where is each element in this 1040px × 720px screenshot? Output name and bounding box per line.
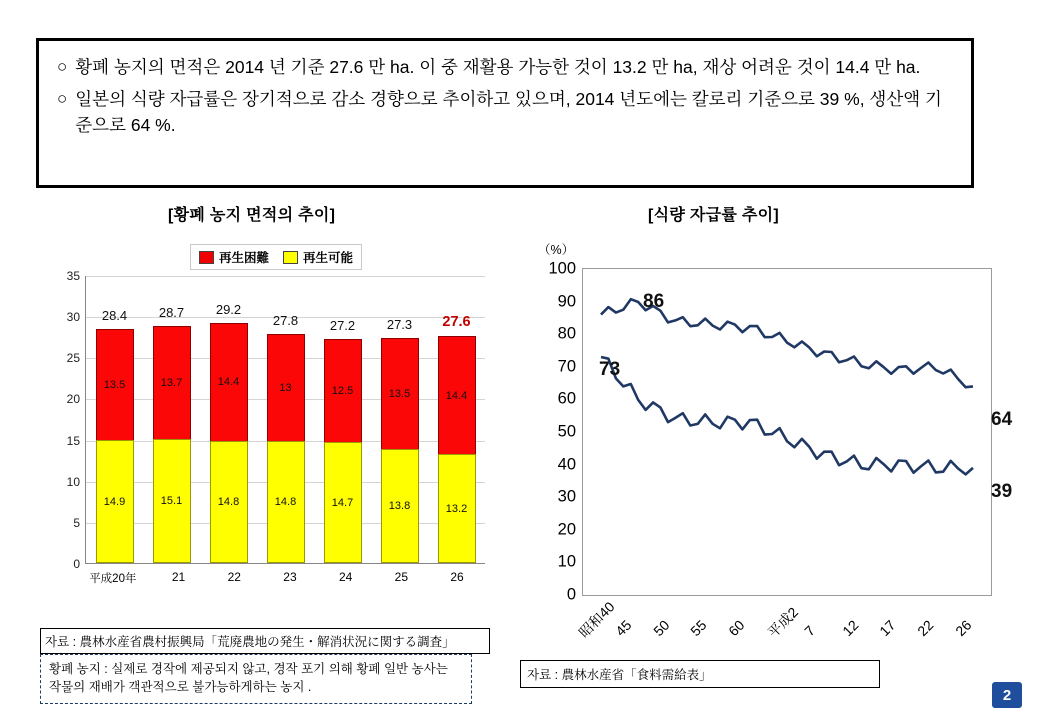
bar-segment-red[interactable]	[381, 338, 419, 449]
bar-segment-yellow-label: 13.8	[388, 500, 411, 513]
right-x-tick: 60	[725, 616, 748, 640]
bar-segment-yellow[interactable]	[96, 440, 134, 563]
right-point-label: 39	[991, 481, 1013, 502]
right-y-tick: 80	[557, 324, 576, 343]
bullet-marker-icon: ○	[57, 88, 68, 108]
right-y-tick: 10	[557, 552, 576, 571]
right-chart-source: 자료 : 農林水産省「食料需給表」	[520, 660, 880, 688]
right-y-tick: 60	[557, 389, 576, 408]
left-y-tick: 30	[66, 310, 80, 325]
bar-segment-yellow-label: 14.8	[217, 496, 240, 509]
right-x-tick: 55	[687, 616, 710, 640]
bar-total-label: 27.2	[329, 318, 356, 334]
bar-group[interactable]	[438, 276, 476, 563]
left-chart	[40, 240, 500, 600]
line-series-2	[601, 357, 973, 474]
bar-group[interactable]	[267, 276, 305, 563]
left-chart-source: 자료 : 農林水産省農村振興局「荒廃農地の発生・解消状況に関する調査」	[40, 628, 490, 654]
left-x-tick: 23	[283, 570, 297, 584]
legend-swatch-icon-red	[199, 251, 214, 264]
left-chart-note: 황폐 농지 : 실제로 경작에 제공되지 않고, 경작 포기 의해 황폐 일반 농사는 작물의 재배가 객관적으로 불가능하게하는 농지 .	[40, 654, 472, 704]
bar-segment-yellow-label: 13.2	[445, 502, 468, 515]
right-x-tick: 17	[876, 616, 899, 640]
bar-total-label: 29.2	[215, 301, 242, 317]
summary-bullet-1	[57, 55, 953, 81]
bar-segment-red[interactable]	[324, 339, 362, 442]
right-y-tick: 100	[548, 259, 576, 278]
left-y-tick: 15	[66, 433, 80, 448]
left-x-axis-labels	[85, 570, 485, 590]
right-x-tick: 45	[611, 616, 635, 640]
bar-group[interactable]	[96, 276, 134, 563]
bullet-marker-icon: ○	[57, 57, 68, 76]
bar-segment-red-label: 13.5	[103, 379, 126, 392]
bar-segment-red-label: 13	[279, 382, 292, 395]
bar-segment-red[interactable]	[438, 336, 476, 454]
bar-total-label: 28.4	[101, 308, 128, 324]
left-x-tick: 22	[227, 570, 241, 584]
bar-segment-red[interactable]	[210, 323, 248, 441]
left-y-tick: 5	[73, 515, 80, 530]
bar-segment-red-label: 13.7	[160, 376, 183, 389]
right-axis-unit: （%）	[538, 243, 575, 257]
bar-group[interactable]	[153, 276, 191, 563]
legend-label-red: 再生困難	[219, 251, 270, 265]
bar-total-label: 27.3	[386, 317, 413, 333]
right-x-tick: 7	[800, 622, 818, 640]
right-x-tick: 22	[914, 616, 937, 640]
left-x-tick: 21	[171, 570, 186, 584]
left-x-tick: 平成20年	[89, 573, 137, 585]
bar-segment-red[interactable]	[153, 326, 191, 439]
bar-segment-red[interactable]	[267, 334, 305, 441]
right-point-label: 73	[599, 359, 621, 380]
bar-total-label: 27.8	[272, 313, 299, 329]
bar-segment-yellow-label: 14.8	[274, 496, 297, 509]
right-plot-area	[548, 259, 1013, 641]
right-x-tick: 平成2	[764, 603, 802, 641]
summary-box	[36, 38, 974, 188]
right-y-tick: 30	[557, 487, 576, 506]
bar-segment-yellow[interactable]	[153, 439, 191, 563]
bar-segment-yellow-label: 14.7	[331, 496, 354, 509]
bar-segment-yellow[interactable]	[210, 441, 248, 563]
bar-segment-yellow[interactable]	[438, 454, 476, 563]
right-x-tick: 26	[952, 616, 975, 640]
bar-segment-yellow[interactable]	[324, 442, 362, 563]
right-chart	[520, 236, 1020, 641]
left-x-tick: 26	[450, 570, 464, 584]
summary-bullet-2-text: 일본의 식량 자급률은 장기적으로 감소 경향으로 추이하고 있으며, 2014 년도에는 칼로리 기준으로 39 %, 생산액 기준으로 64 %.	[75, 88, 942, 135]
bar-total-label: 27.6	[442, 313, 471, 330]
left-bar-series	[86, 276, 485, 563]
left-x-tick: 25	[394, 570, 409, 584]
left-y-tick: 0	[73, 557, 80, 571]
left-plot-area	[66, 269, 485, 571]
summary-bullet-2	[57, 87, 953, 139]
bar-segment-red-label: 12.5	[331, 385, 354, 398]
right-y-tick: 50	[557, 422, 576, 441]
right-y-tick: 70	[557, 357, 576, 376]
legend-swatch-icon-yellow	[283, 251, 298, 264]
right-chart-lines	[583, 269, 991, 595]
bar-segment-red-label: 13.5	[388, 388, 411, 401]
right-y-tick: 20	[557, 520, 576, 539]
bar-segment-red-label: 14.4	[445, 389, 468, 402]
summary-bullet-1-text: 황폐 농지의 면적은 2014 년 기준 27.6 만 ha. 이 중 재활용 가능한 것이 13.2 만 ha, 재상 어려운 것이 14.4 만 ha.	[75, 57, 921, 77]
right-x-tick: 50	[649, 616, 673, 640]
legend-item-yellow	[283, 248, 353, 266]
left-y-tick: 35	[66, 269, 80, 283]
bar-segment-red[interactable]	[96, 329, 134, 440]
left-chart-title: [황폐 농지 면적의 추이]	[168, 207, 336, 224]
page-number-badge: 2	[992, 682, 1022, 708]
bar-total-label: 28.7	[158, 305, 185, 321]
bar-group[interactable]	[381, 276, 419, 563]
bar-segment-red-label: 14.4	[217, 376, 240, 389]
right-y-tick: 40	[557, 455, 576, 474]
left-y-tick: 25	[66, 351, 80, 366]
bar-segment-yellow[interactable]	[267, 441, 305, 563]
legend-item-red	[199, 248, 269, 266]
legend-label-yellow: 再生可能	[303, 251, 354, 265]
left-x-tick: 24	[338, 570, 353, 584]
right-point-label: 86	[643, 291, 665, 312]
right-y-tick: 0	[566, 585, 576, 604]
left-y-tick: 20	[66, 392, 80, 407]
bar-group[interactable]	[324, 276, 362, 563]
bar-segment-yellow-label: 15.1	[160, 494, 183, 507]
bar-segment-yellow[interactable]	[381, 449, 419, 563]
right-point-label: 64	[991, 409, 1013, 430]
right-y-tick: 90	[557, 292, 576, 311]
left-chart-legend	[190, 244, 362, 270]
left-y-tick: 10	[66, 474, 80, 489]
right-x-tick: 12	[838, 616, 862, 640]
bar-segment-yellow-label: 14.9	[103, 495, 126, 508]
bar-group[interactable]	[210, 276, 248, 563]
right-x-tick: 昭和40	[575, 598, 618, 641]
right-chart-title: [식량 자급률 추이]	[648, 207, 780, 224]
